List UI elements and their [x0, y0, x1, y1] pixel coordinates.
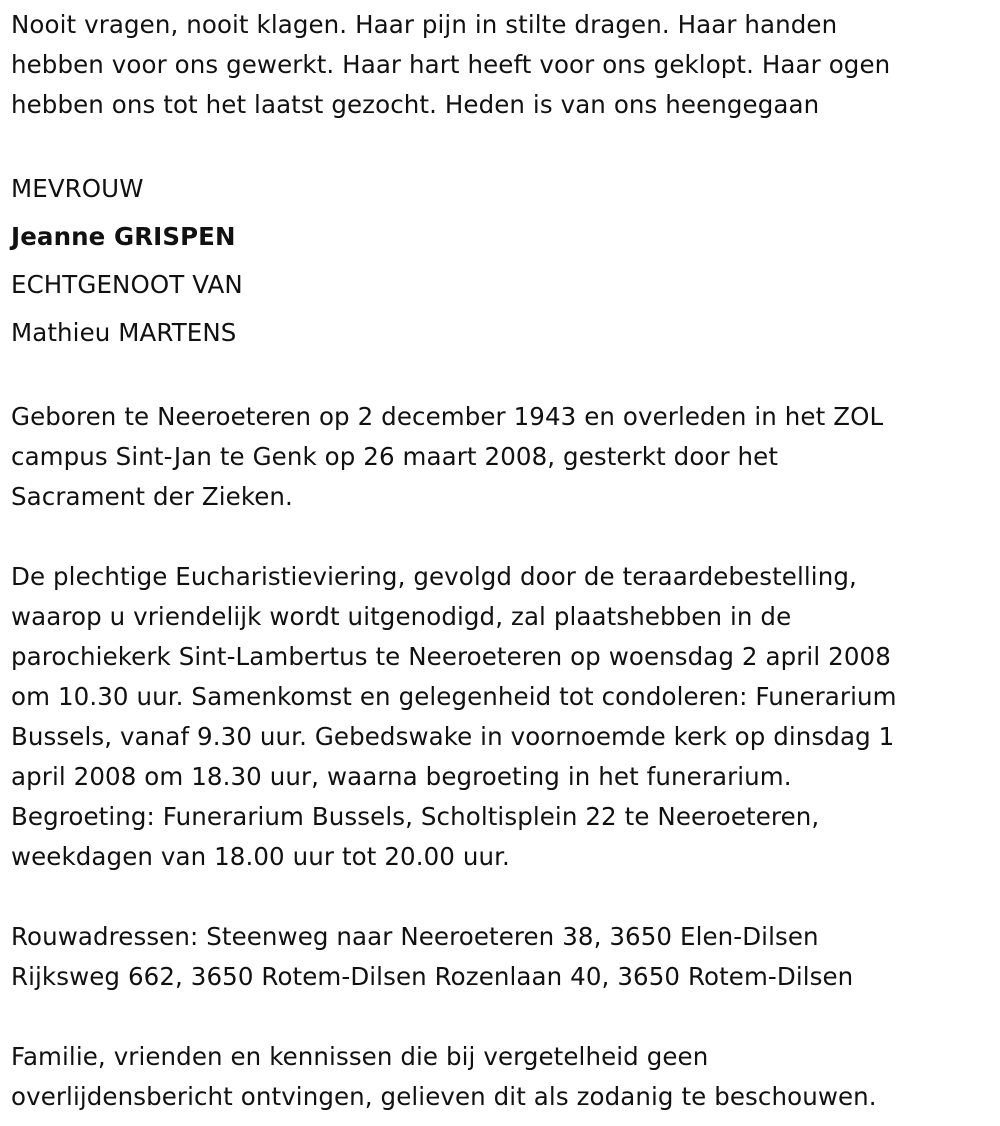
- intro-line: hebben ons tot het laatst gezocht. Heden is van ons heengegaan: [11, 90, 820, 119]
- addresses-paragraph: [11, 917, 988, 997]
- deceased-title: MEVROUW: [11, 174, 144, 203]
- spouse-name: Mathieu MARTENS: [11, 318, 237, 347]
- intro-line: Nooit vragen, nooit klagen. Haar pijn in stilte dragen. Haar handen: [11, 10, 838, 39]
- intro-paragraph: [11, 5, 988, 125]
- birth-death-line: Geboren te Neeroeteren op 2 december 1943 en overleden in het ZOL: [11, 402, 884, 431]
- ceremony-line: De plechtige Eucharistieviering, gevolgd door de teraardebestelling,: [11, 562, 857, 591]
- ceremony-line: weekdagen van 18.00 uur tot 20.00 uur.: [11, 842, 510, 871]
- closing-line: Familie, vrienden en kennissen die bij vergetelheid geen: [11, 1042, 709, 1071]
- closing-line: overlijdensbericht ontvingen, gelieven dit als zodanig te beschouwen.: [11, 1082, 877, 1111]
- deceased-name: Jeanne GRISPEN: [11, 222, 236, 251]
- address-line: Rijksweg 662, 3650 Rotem-Dilsen Rozenlaan 40, 3650 Rotem-Dilsen: [11, 962, 854, 991]
- closing-paragraph: [11, 1037, 988, 1117]
- ceremony-paragraph: [11, 557, 988, 877]
- address-line: Rouwadressen: Steenweg naar Neeroeteren 38, 3650 Elen-Dilsen: [11, 922, 819, 951]
- ceremony-line: Bussels, vanaf 9.30 uur. Gebedswake in voornoemde kerk op dinsdag 1: [11, 722, 895, 751]
- ceremony-line: Begroeting: Funerarium Bussels, Scholtisplein 22 te Neeroeteren,: [11, 802, 820, 831]
- deceased-block: [11, 165, 988, 357]
- ceremony-line: april 2008 om 18.30 uur, waarna begroeting in het funerarium.: [11, 762, 792, 791]
- intro-line: hebben voor ons gewerkt. Haar hart heeft voor ons geklopt. Haar ogen: [11, 50, 891, 79]
- ceremony-line: waarop u vriendelijk wordt uitgenodigd, zal plaatshebben in de: [11, 602, 792, 631]
- birth-death-line: campus Sint-Jan te Genk op 26 maart 2008, gesterkt door het: [11, 442, 779, 471]
- birth-death-line: Sacrament der Zieken.: [11, 482, 293, 511]
- ceremony-line: parochiekerk Sint-Lambertus te Neeroeteren op woensdag 2 april 2008: [11, 642, 891, 671]
- birth-death-paragraph: [11, 397, 988, 517]
- relation-label: ECHTGENOOT VAN: [11, 270, 243, 299]
- ceremony-line: om 10.30 uur. Samenkomst en gelegenheid tot condoleren: Funerarium: [11, 682, 897, 711]
